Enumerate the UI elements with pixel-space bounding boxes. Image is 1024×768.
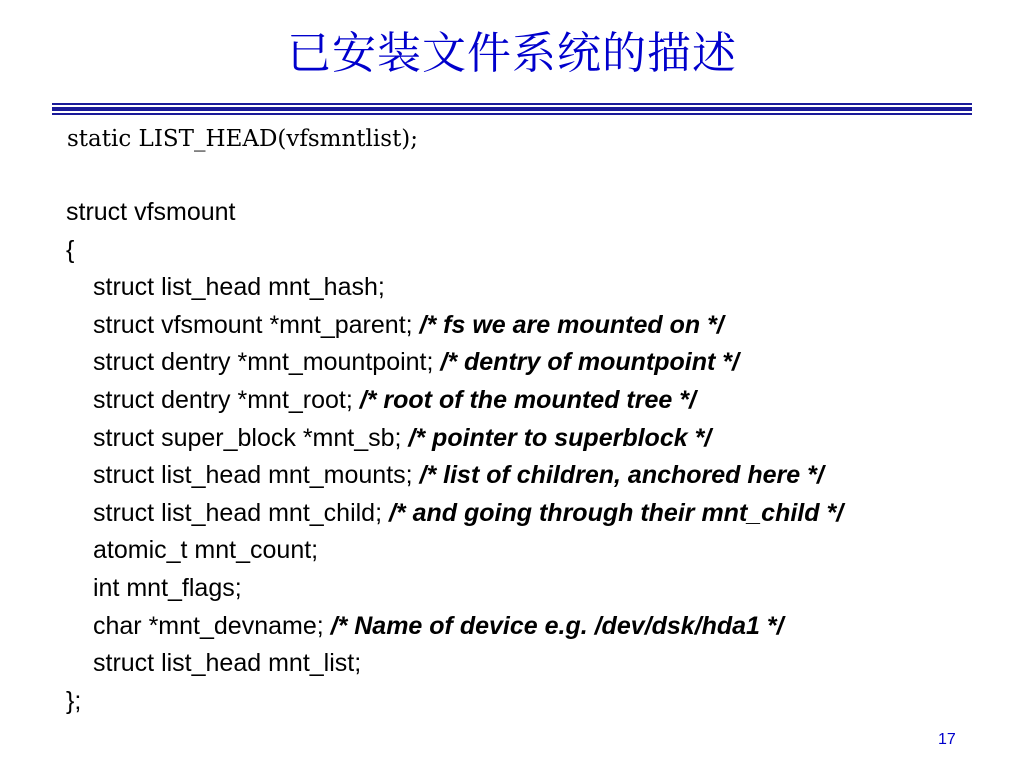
code-line (66, 232, 843, 270)
slide-title: 已安装文件系统的描述 (287, 28, 737, 79)
code-line (66, 495, 843, 533)
code-comment: /* dentry of mountpoint */ (440, 348, 739, 377)
code-text: struct dentry *mnt_root; (93, 385, 360, 414)
code-text: struct dentry *mnt_mountpoint; (93, 348, 441, 377)
code-text: atomic_t mnt_count; (93, 536, 319, 565)
code-text: int mnt_flags; (93, 573, 242, 602)
code-text: }; (66, 686, 82, 715)
struct-definition (66, 194, 843, 720)
page-number: 17 (938, 731, 956, 748)
code-text: struct list_head mnt_hash; (93, 273, 385, 302)
code-line (66, 269, 843, 307)
code-text: struct super_block *mnt_sb; (93, 423, 409, 452)
code-line (66, 344, 843, 382)
code-line (66, 194, 843, 232)
code-text: struct list_head mnt_list; (93, 649, 362, 678)
code-text: struct vfsmount (66, 198, 236, 226)
code-text: struct vfsmount *mnt_parent; (93, 310, 420, 339)
code-comment: /* fs we are mounted on */ (419, 310, 724, 339)
title-divider-bottom (52, 113, 972, 115)
code-line (66, 420, 843, 458)
code-comment: /* list of children, anchored here */ (419, 461, 824, 490)
code-line (66, 645, 843, 683)
code-text: struct list_head mnt_mounts; (93, 461, 420, 490)
code-line (66, 457, 843, 495)
code-line (66, 608, 843, 646)
code-line (66, 570, 843, 608)
title-divider-main (52, 107, 972, 111)
code-comment: /* Name of device e.g. /dev/dsk/hda1 */ (330, 611, 784, 640)
title-divider-top (52, 103, 972, 105)
code-line (66, 382, 843, 420)
code-text: char *mnt_devname; (93, 611, 331, 640)
static-declaration: static LIST_HEAD(vfsmntlist); (67, 126, 419, 152)
code-comment: /* pointer to superblock */ (408, 423, 712, 452)
code-line (66, 532, 843, 570)
code-line (66, 683, 843, 721)
code-text: struct list_head mnt_child; (93, 498, 389, 527)
code-text: { (66, 235, 75, 264)
code-line (66, 307, 843, 345)
code-comment: /* and going through their mnt_child */ (388, 498, 844, 527)
code-comment: /* root of the mounted tree */ (359, 385, 696, 414)
